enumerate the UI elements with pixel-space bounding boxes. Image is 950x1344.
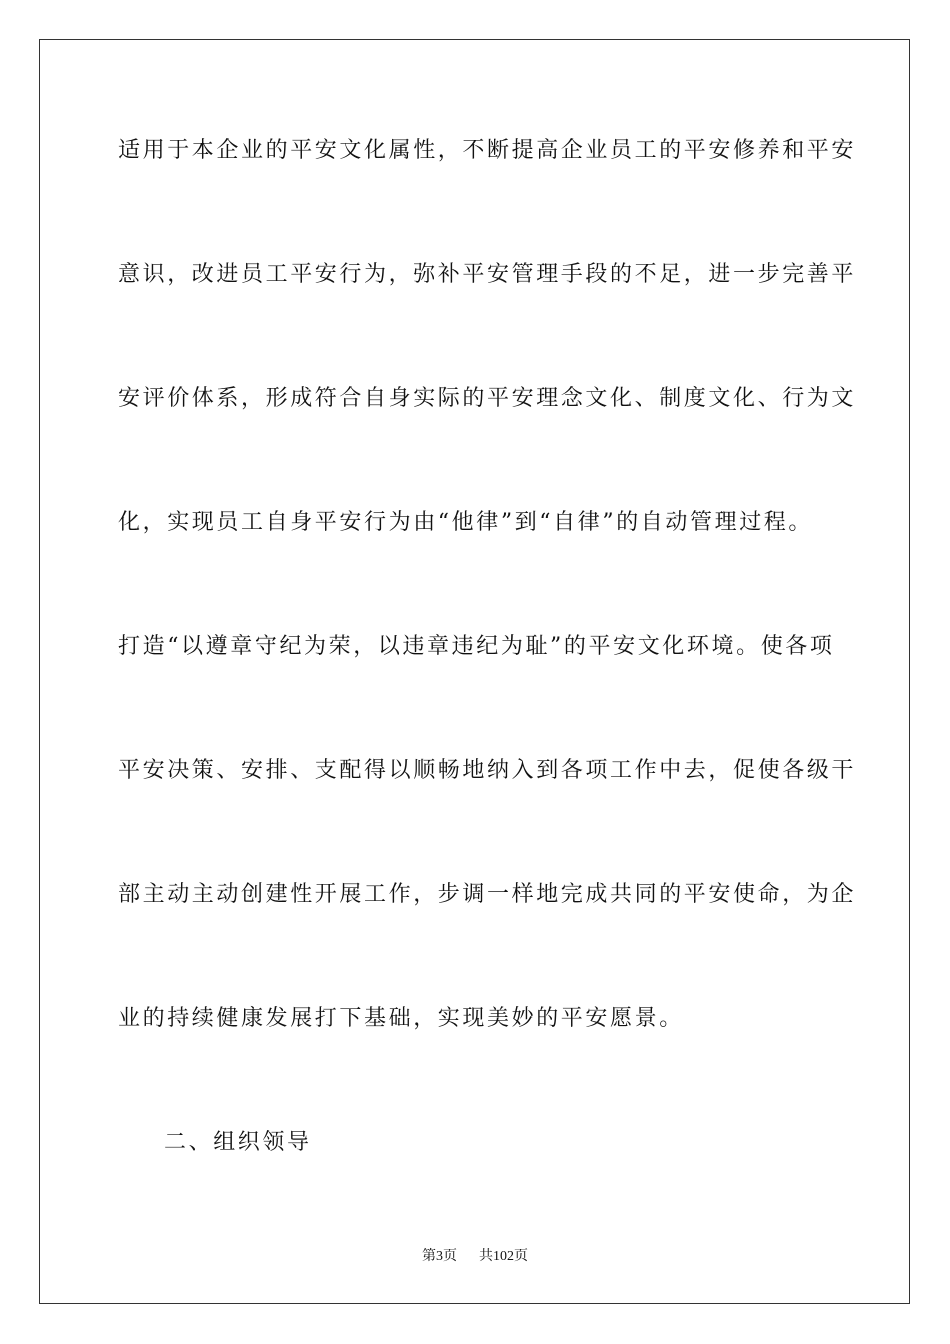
body-text-line: 业的持续健康发展打下基础，实现美妙的平安愿景。 xyxy=(118,1006,684,1031)
page-number-current: 第3页 xyxy=(422,1249,457,1264)
page-border xyxy=(39,39,910,1304)
body-text-line: 部主动主动创建性开展工作，步调一样地完成共同的平安使命，为企 xyxy=(118,882,857,907)
page-footer xyxy=(0,1248,950,1266)
page-number-total: 共102页 xyxy=(479,1249,528,1264)
body-text-line: 安评价体系，形成符合自身实际的平安理念文化、制度文化、行为文 xyxy=(118,386,857,411)
body-text-line: 适用于本企业的平安文化属性，不断提高企业员工的平安修养和平安 xyxy=(118,138,857,163)
body-text-line: 平安决策、安排、支配得以顺畅地纳入到各项工作中去，促使各级干 xyxy=(118,758,857,783)
section-heading: 二、组织领导 xyxy=(164,1130,312,1155)
body-text-line: 化，实现员工自身平安行为由“他律”到“自律”的自动管理过程。 xyxy=(118,510,813,535)
body-text-line: 意识，改进员工平安行为，弥补平安管理手段的不足，进一步完善平 xyxy=(118,262,857,287)
body-text-line: 打造“以遵章守纪为荣，以违章违纪为耻”的平安文化环境。使各项 xyxy=(118,634,835,659)
